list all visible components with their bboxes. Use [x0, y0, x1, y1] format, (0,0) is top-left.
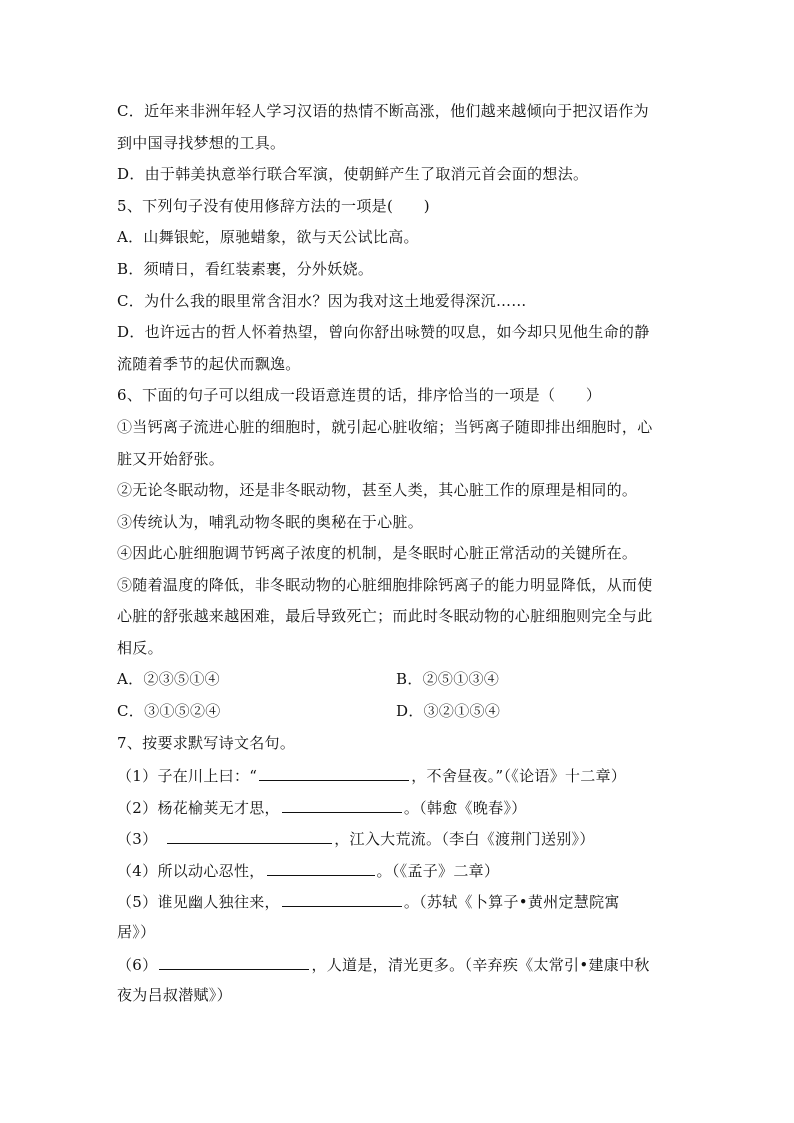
q6-option-b: B．②⑤①③④ [396, 670, 500, 688]
q6-option-c: C．③①⑤②④ [117, 702, 221, 720]
q7-item-1-prefix: （1）子在川上曰：“ [117, 767, 258, 785]
q7-item-5 [117, 890, 687, 912]
answer-blank-5[interactable] [282, 890, 402, 907]
q7-item-5-prefix: （5）谁见幽人独往来， [117, 893, 280, 911]
q7-item-1 [117, 764, 687, 786]
q7-item-5-line2: 居》） [117, 923, 156, 941]
answer-blank-1[interactable] [259, 764, 409, 781]
q5-stem: 5、下列句子没有使用修辞方法的一项是( ) [117, 197, 430, 215]
q6-sentence-4: ④因此心脏细胞调节钙离子浓度的机制，是冬眠时心脏正常活动的关键所在。 [117, 544, 638, 562]
q6-sentence-5-line1: ⑤随着温度的降低，非冬眠动物的心脏细胞排除钙离子的能力明显降低，从而使 [117, 576, 653, 594]
q4-option-d: D．由于韩美执意举行联合军演，使朝鲜产生了取消元首会面的想法。 [117, 165, 589, 183]
q5-option-a: A．山舞银蛇，原驰蜡象，欲与天公试比高。 [117, 228, 419, 246]
q6-sentence-1-line1: ①当钙离子流进心脏的细胞时，就引起心脏收缩；当钙离子随即排出细胞时，心 [117, 418, 653, 436]
q6-sentence-3: ③传统认为，哺乳动物冬眠的奥秘在于心脏。 [117, 513, 424, 531]
answer-blank-2[interactable] [282, 796, 402, 813]
q7-item-2 [117, 796, 687, 818]
q7-item-3-suffix: ，江入大荒流。（李白《渡荆门送别》） [334, 830, 595, 848]
q6-option-a: A．②③⑤①④ [117, 670, 220, 688]
q6-sentence-5-line2: 心脏的舒张越来越困难，最后导致死亡；而此时冬眠动物的心脏细胞则完全与此 [117, 607, 653, 625]
q5-option-b: B．须晴日，看红装素裹，分外妖娆。 [117, 260, 374, 278]
q7-item-3-prefix: （3） [117, 830, 166, 848]
q7-item-4-suffix: 。（《孟子》二章） [376, 862, 500, 880]
q5-option-d-line1: D．也许远古的哲人怀着热望，曾向你舒出咏赞的叹息，如今却只见他生命的静 [117, 323, 650, 341]
q7-item-6-prefix: （6） [117, 956, 158, 974]
answer-blank-6[interactable] [159, 953, 309, 970]
q6-stem: 6、下面的句子可以组成一段语意连贯的话，排序恰当的一项是（ ） [117, 386, 602, 404]
q6-option-d: D．③②①⑤④ [396, 702, 501, 720]
q7-item-6-line2: 夜为吕叔潜赋》） [117, 986, 232, 1004]
answer-blank-4[interactable] [267, 859, 375, 876]
q5-option-c: C．为什么我的眼里常含泪水？因为我对这土地爱得深沉…… [117, 292, 527, 310]
q6-sentence-2: ②无论冬眠动物，还是非冬眠动物，甚至人类，其心脏工作的原理是相同的。 [117, 481, 638, 499]
q4-option-c-line2: 到中国寻找梦想的工具。 [117, 134, 286, 152]
answer-blank-3[interactable] [167, 827, 332, 844]
q7-item-5-suffix: 。（苏轼《卜算子•黄州定慧院寓 [403, 893, 620, 911]
q7-item-4 [117, 859, 687, 881]
q7-stem: 7、按要求默写诗文名句。 [117, 734, 296, 752]
q7-item-6 [117, 953, 687, 975]
q4-option-c-line1: C．近年来非洲年轻人学习汉语的热情不断高涨，他们越来越倾向于把汉语作为 [117, 102, 649, 120]
q7-item-4-prefix: （4）所以动心忍性， [117, 862, 265, 880]
q7-item-2-suffix: 。（韩愈《晚春》） [403, 799, 527, 817]
q6-sentence-5-line3: 相反。 [117, 639, 163, 657]
q7-item-3 [117, 827, 687, 849]
q7-item-6-suffix: ，人道是，清光更多。（辛弃疾《太常引•建康中秋 [311, 956, 650, 974]
q5-option-d-line2: 流随着季节的起伏而飘逸。 [117, 355, 301, 373]
q6-sentence-1-line2: 脏又开始舒张。 [117, 450, 225, 468]
q7-item-2-prefix: （2）杨花榆荚无才思， [117, 799, 280, 817]
q7-item-1-suffix: ，不舍昼夜。”（《论语》十二章） [411, 767, 627, 785]
